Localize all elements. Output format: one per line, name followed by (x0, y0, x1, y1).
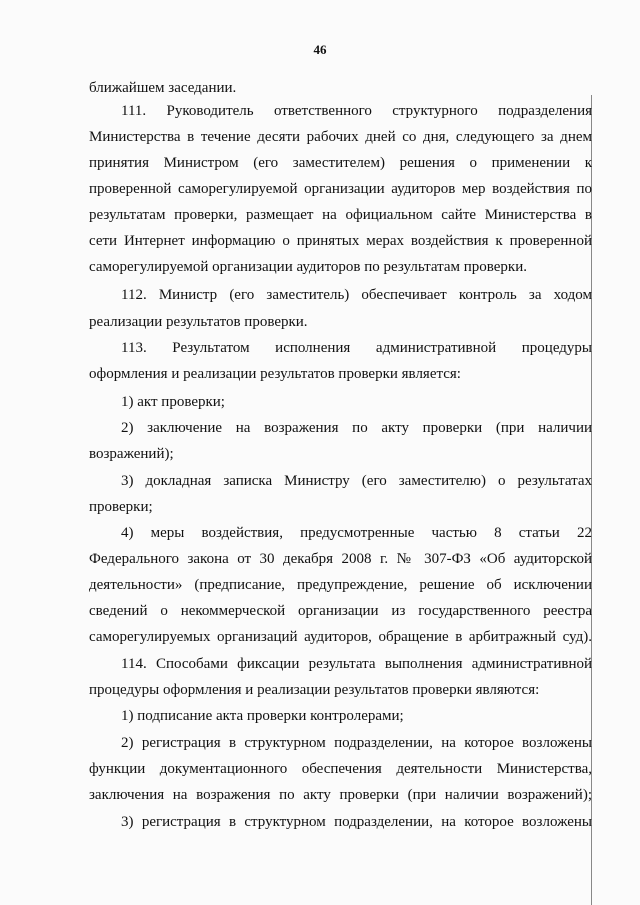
text-line: Федерального закона от 30 декабря 2008 г. № 307-ФЗ «Об аудиторской (89, 551, 592, 567)
page-number: 46 (313, 42, 327, 57)
text-line: 2) заключение на возражения по акту проверки (при наличии (121, 420, 592, 436)
text-line: 113. Результатом исполнения административной процедуры (121, 340, 592, 356)
text-line: Министерства в течение десяти рабочих дней со дня, следующего за днем (89, 129, 592, 145)
text-line: ближайшем заседании. (89, 80, 237, 96)
text-line: саморегулируемых организаций аудиторов, обращение в арбитражный суд). (89, 629, 592, 645)
text-line: реализации результатов проверки. (89, 314, 308, 330)
text-line: сети Интернет информацию о принятых мерах воздействия к проверенной (89, 233, 592, 249)
text-line: процедуры оформления и реализации результатов проверки являются: (89, 682, 540, 698)
text-line: функции документационного обеспечения деятельности Министерства, (89, 761, 592, 777)
text-line: принятия Министром (его заместителем) решения о применении к (89, 155, 592, 171)
text-line: 1) подписание акта проверки контролерами; (121, 708, 404, 724)
text-line: 1) акт проверки; (121, 394, 225, 410)
text-line: деятельности» (предписание, предупреждение, решение об исключении (89, 577, 592, 593)
text-line: саморегулируемой организации аудиторов по результатам проверки. (89, 259, 527, 275)
text-line: проверки; (89, 499, 153, 515)
text-line: проверенной саморегулируемой организации аудиторов мер воздействия по (89, 181, 592, 197)
text-line: 3) регистрация в структурном подразделении, на которое возложены (121, 814, 592, 830)
text-line: возражений); (89, 446, 174, 462)
text-line: 114. Способами фиксации результата выполнения административной (121, 656, 592, 672)
text-line: 111. Руководитель ответственного структурного подразделения (121, 103, 592, 119)
text-line: сведений о некоммерческой организации из государственного реестра (89, 603, 592, 619)
text-line: заключения на возражения по акту проверки (при наличии возражений); (89, 787, 592, 803)
text-line: оформления и реализации результатов проверки является: (89, 366, 461, 382)
text-line: 2) регистрация в структурном подразделении, на которое возложены (121, 735, 592, 751)
text-line: 3) докладная записка Министру (его заместителю) о результатах (121, 473, 592, 489)
text-line: 112. Министр (его заместитель) обеспечивает контроль за ходом (121, 287, 592, 303)
text-line: результатам проверки, размещает на официальном сайте Министерства в (89, 207, 592, 223)
text-line: 4) меры воздействия, предусмотренные частью 8 статьи 22 (121, 525, 592, 541)
